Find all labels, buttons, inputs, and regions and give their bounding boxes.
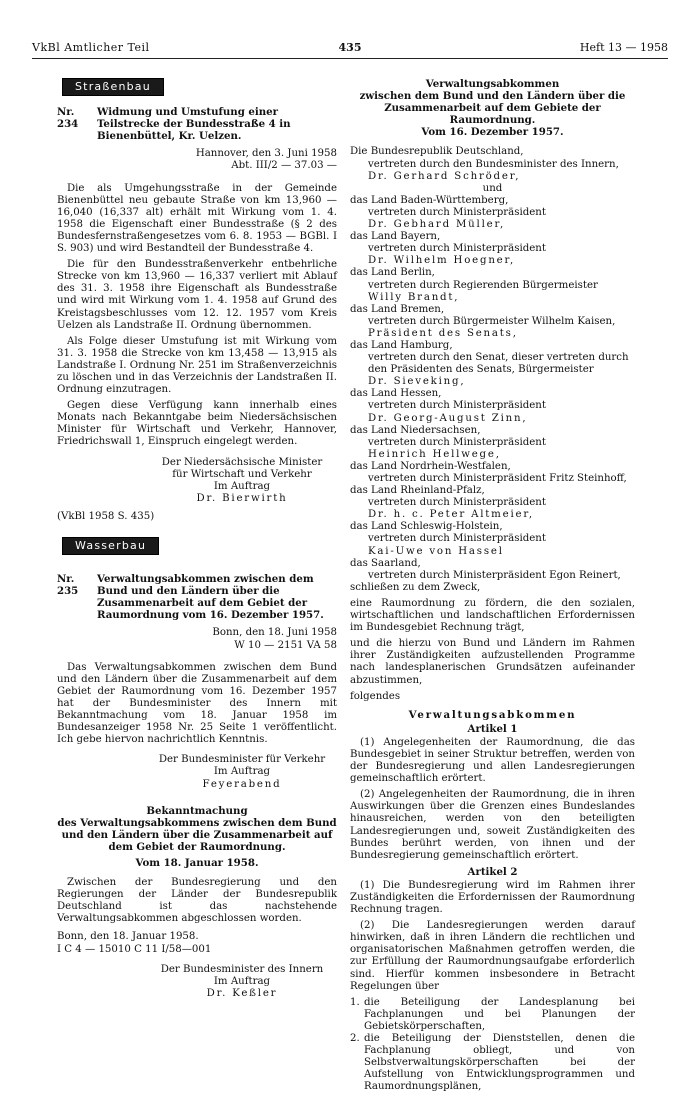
paragraph: Die für den Bundesstraßenverkehr entbehrliche Strecke von km 13,960 — 16,337 verliert mit Ablauf des 31. 3. 1958 ihre Eigenschaft als Bundesstraße und wird mit Wirkung vom 1. 4. 1958 auf Grund des Kreistagsbeschlusses vom 12. 12. 1957 vom Kreis Uelzen als Landstraße II. Ordnung übernommen. [57,259,337,331]
party-name: das Land Nordrhein-Westfalen, [350,460,511,472]
party-land [350,558,635,582]
paragraph: (2) Die Landesregierungen werden darauf hinwirken, daß in ihren Ländern die rechtlichen und organisatorischen Maßnahmen getroffen werden, die zur Erfüllung der Raumordnungsaufgabe erforderlich sind. Hierfür kommen insbesondere in Betracht Regelungen über [350,920,635,992]
paragraph: Gegen diese Verfügung kann innerhalb eines Monats nach Bekanntgabe beim Niedersächsischen Minister für Wirtschaft und Verkehr, Hannover, Friedrichswall 1, Einspruch eingelegt werden. [57,400,337,448]
party-name: das Land Schleswig-Holstein, [350,521,503,533]
party-land [350,340,635,388]
party-land [350,521,635,557]
signature-line: Im Auftrag [213,480,271,492]
party-representative-name: Willy Brandt, [368,291,460,303]
party-land [350,267,635,303]
left-column [57,78,337,1000]
item-ref-place-date: Hannover, den 3. Juni 1958 [195,148,337,160]
party-name: das Land Hessen, [350,388,442,400]
party-representative: vertreten durch Ministerpräsident [368,243,546,255]
item-234-heading [57,106,337,142]
agreement-heading: Verwaltungsabkommen [408,708,577,721]
item-ref-place-date: Bonn, den 18. Juni 1958 [212,627,337,639]
party-representative-name: Dr. Sieveking, [368,376,466,388]
party-representative-name: Dr. Georg-August Zinn, [368,412,528,424]
signature-name: Dr. Keßler [206,987,278,999]
citation: (VkBl 1958 S. 435) [57,510,155,522]
party-land [350,388,635,424]
party-name: das Land Berlin, [350,267,435,279]
party-representative: vertreten durch Ministerpräsident [368,533,546,545]
signature-name: Feyerabend [202,778,282,790]
party-representative: vertreten durch Bürgermeister Wilhelm Kaisen, [368,315,616,327]
party-representative: vertreten durch Ministerpräsident [368,497,546,509]
list-number: 1. [350,996,360,1008]
right-column [350,78,635,1094]
notice-subheading: des Verwaltungsabkommens zwischen dem Bund und den Ländern über die Zusammenarbeit auf dem Gebiet der Raumordnung. [57,816,337,853]
party-representative: vertreten durch Ministerpräsident [368,400,546,412]
signature-line: Der Niedersächsische Minister [161,456,323,468]
paragraph: Zwischen der Bundesregierung und den Regierungen der Länder der Bundesrepublik Deutschland ist das nachstehende Verwaltungsabkommen abgeschlossen worden. [57,877,337,925]
party-name: das Land Bayern, [350,231,441,243]
article-1-heading: Artikel 1 [467,722,518,735]
party-representative: vertreten durch Ministerpräsident Fritz Steinhoff, [368,473,627,484]
party-representative-name: Kai-Uwe von Hassel [368,545,504,557]
paragraph: (1) Die Bundesregierung wird im Rahmen ihrer Zuständigkeiten die Erfordernissen der Raumordnung Rechnung tragen. [350,879,635,916]
agreement-date: Vom 16. Dezember 1957. [421,126,564,139]
list-number: 2. [350,1033,360,1045]
paragraph: und die hierzu von Bund und Ländern im Rahmen ihrer Zuständigkeiten aufzustellenden Programme nach landesplanerischen Grundsätzen aufeinander abzustimmen, [350,638,635,686]
party-representative: vertreten durch Ministerpräsident [368,206,546,218]
party-name: das Land Bremen, [350,303,445,315]
party-representative: vertreten durch den Bundesminister des Innern, [368,158,619,170]
party-representative-name: Dr. Gebhard Müller, [368,219,506,231]
list-item [350,1033,635,1093]
issue-label: Heft 13 — 1958 [579,41,668,54]
paragraph: eine Raumordnung zu fördern, die den sozialen, wirtschaftlichen und landschaftlichen Erfordernissen im Bundesgebiet Rechnung trägt, [350,597,635,634]
paragraph: (1) Angelegenheiten der Raumordnung, die das Bundesgebiet in seiner Struktur betreffen, werden von der Bundesregierung und allen Landesregierungen gemeinschaftlich erörtert. [350,736,635,785]
list-item [350,997,635,1033]
signature-line: Der Bundesminister für Verkehr [158,754,326,766]
list-text: die Beteiligung der Landesplanung bei Fachplanungen und bei Planungen der Gebietskörperschaften, [364,996,635,1032]
list-text: die Beteiligung der Dienststellen, denen die Fachplanung obliegt, und von Selbstverwaltungskörperschaften bei der Aufstellung von Entwicklungsprogrammen und Raumordnungsplänen, [364,1033,635,1093]
party-representative-name: Dr. Gerhard Schröder, [368,170,521,182]
party-land [350,485,635,521]
party-land [350,231,635,267]
purpose-line: schließen zu dem Zweck, [350,581,481,593]
numbered-list [350,997,635,1094]
party-land [350,425,635,461]
item-title: Verwaltungsabkommen zwischen dem Bund und den Ländern über die Zusammenarbeit auf dem Gebiet der Raumordnung vom 16. Dezember 1957. [97,573,324,622]
signature-line: für Wirtschaft und Verkehr [172,468,312,480]
signature-line: Im Auftrag [213,766,271,778]
item-number: Nr. 235 [57,573,79,598]
running-header [32,42,668,59]
place-date: Bonn, den 18. Januar 1958. [57,931,199,943]
party-land [350,304,635,340]
notice-date: Vom 18. Januar 1958. [135,856,259,869]
paragraph: Das Verwaltungsabkommen zwischen dem Bund und den Ländern über die Zusammenarbeit auf dem Gebiet der Raumordnung vom 16. Dezember 1957 hat der Bundesminister des Innern mit Bekanntmachung vom 18. Januar 1958 im Bundesanzeiger 1958 Nr. 25 Seite 1 veröffentlicht. Ich gebe hiervon nachrichtlich Kenntnis. [57,661,337,746]
party-bund [350,146,635,182]
folgendes: folgendes [350,690,401,702]
conjunction: und [482,182,503,194]
journal-title: VkBl Amtlicher Teil [32,41,150,54]
signature-line: Der Bundesminister des Innern [160,963,324,975]
party-name: das Saarland, [350,557,421,569]
party-land [350,461,635,485]
party-representative-name: Heinrich Hellwege, [368,448,501,460]
party-name: das Land Hamburg, [350,339,453,351]
item-title: Widmung und Umstufung einer Teilstrecke der Bundesstraße 4 in Bienenbüttel, Kr. Uelzen. [97,106,291,143]
agreement-subtitle: zwischen dem Bund und den Ländern über die Zusammenarbeit auf dem Gebiete der Raumordnung. [359,90,626,127]
item-ref-file: W 10 — 2151 VA 58 [234,639,337,651]
laender-list [350,195,635,582]
item-235-heading [57,573,337,621]
party-representative: vertreten durch Ministerpräsident Egon Reinert, [368,569,621,581]
party-representative-name: Dr. h. c. Peter Altmeier, [368,509,534,521]
paragraph: Als Folge dieser Umstufung ist mit Wirkung vom 31. 3. 1958 die Strecke von km 13,458 — 13,915 als Landstraße I. Ordnung Nr. 251 im Straßenverzeichnis zu löschen und in das Verzeichnis der Landstraßen II. Ordnung einzutragen. [57,335,337,396]
file-reference: I C 4 — 15010 C 11 I/58—001 [57,943,212,955]
party-name: das Land Rheinland-Pfalz, [350,485,485,497]
party-representative-name: Präsident des Senats, [368,327,518,339]
party-representative: vertreten durch Ministerpräsident [368,436,546,448]
party-representative: vertreten durch den Senat, dieser vertreten durch den Präsidenten des Senats, Bürgermeister [368,352,629,376]
party-name: das Land Niedersachsen, [350,424,481,436]
section-wasserbau: Wasserbau [62,537,159,555]
agreement-title: Verwaltungsabkommen [425,78,560,90]
notice-heading: Bekanntmachung [146,804,248,817]
item-number: Nr. 234 [57,106,79,131]
article-2-heading: Artikel 2 [467,865,518,878]
party-representative: vertreten durch Regierenden Bürgermeister [368,279,598,291]
party-land [350,195,635,231]
party-representative-name: Dr. Wilhelm Hoegner, [368,255,516,267]
page-number: 435 [338,41,362,54]
party-name: das Land Baden-Württemberg, [350,194,509,206]
paragraph: (2) Angelegenheiten der Raumordnung, die in ihren Auswirkungen über die Grenzen eines Bundeslandes hinausreichen, werden von den beteiligten Landesregierungen und, soweit Zuständigkeiten des Bundes berührt werden, von ihnen und der Bundesregierung gemeinschaftlich erörtert. [350,789,635,861]
party-name: Die Bundesrepublik Deutschland, [350,146,524,158]
paragraph: Die als Umgehungsstraße in der Gemeinde Bienenbüttel neu gebaute Straße von km 13,960 — 16,040 (16,337 alt) erhält mit Wirkung vom 1. 4. 1958 die Eigenschaft einer Bundesstraße (§ 2 des Bundesfernstraßengesetzes vom 6. 8. 1953 — BGBl. I S. 903) und wird Bestandteil der Bundesstraße 4. [57,182,337,255]
signature-line: Im Auftrag [213,975,271,987]
item-ref-file: Abt. III/2 — 37.03 — [231,160,337,172]
section-strassenbau: Straßenbau [62,78,164,96]
signature-name: Dr. Bierwirth [196,492,288,504]
